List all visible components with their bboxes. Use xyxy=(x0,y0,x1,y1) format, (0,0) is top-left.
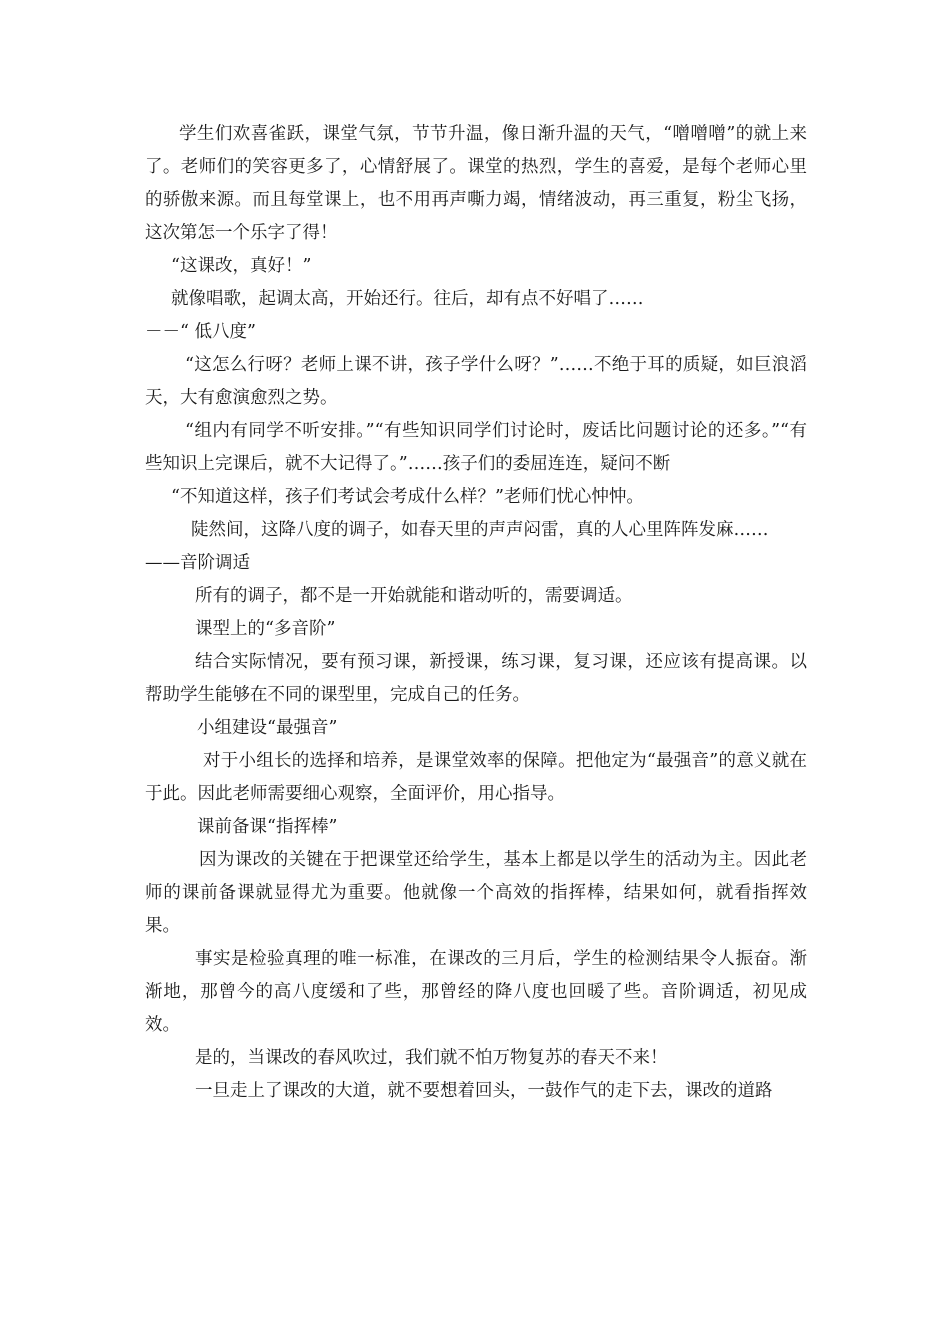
subheading-group-building: 小组建设“最强音” xyxy=(197,718,338,738)
paragraph-8: 所有的调子，都不是一开始就能和谐动听的，需要调适。 xyxy=(195,586,633,606)
paragraph-3: 就像唱歌，起调太高，开始还行。往后，却有点不好唱了…… xyxy=(171,289,644,309)
subheading-lesson-prep: 课前备课“指挥棒” xyxy=(197,817,338,837)
paragraph-14: 一旦走上了课改的大道，就不要想着回头，一鼓作气的走下去，课改的道路 xyxy=(195,1081,773,1101)
paragraph-7: 陡然间，这降八度的调子，如春天里的声声闷雷，真的人心里阵阵发麻…… xyxy=(191,520,769,540)
document-body xyxy=(145,118,807,1108)
subheading-lesson-types: 课型上的“多音阶” xyxy=(195,619,336,639)
paragraph-5: “组内有同学不听安排。”“有些知识同学们讨论时，废话比问题讨论的还多。”“有些知识上完课后，就不大记得了。”……孩子们的委屈连连，疑问不断 xyxy=(145,421,807,474)
paragraph-9: 结合实际情况，要有预习课，新授课，练习课，复习课，还应该有提高课。以帮助学生能够在不同的课型里，完成自己的任务。 xyxy=(145,652,807,705)
section-heading-scale-adjust: ——音阶调适 xyxy=(145,553,250,573)
paragraph-13: 是的，当课改的春风吹过，我们就不怕万物复苏的春天不来！ xyxy=(195,1048,668,1068)
paragraph-4: “这怎么行呀？老师上课不讲，孩子学什么呀？”……不绝于耳的质疑，如巨浪滔天，大有愈演愈烈之势。 xyxy=(145,355,807,408)
paragraph-1: 学生们欢喜雀跃，课堂气氛，节节升温，像日渐升温的天气，“噌噌噌”的就上来了。老师们的笑容更多了，心情舒展了。课堂的热烈，学生的喜爱，是每个老师心里的骄傲来源。而且每堂课上，也不用再声嘶力竭，情绪波动，再三重复，粉尘飞扬，这次第怎一个乐字了得！ xyxy=(145,124,807,243)
paragraph-6: “不知道这样，孩子们考试会考成什么样？”老师们忧心忡忡。 xyxy=(171,487,644,507)
paragraph-10: 对于小组长的选择和培养，是课堂效率的保障。把他定为“最强音”的意义就在于此。因此老师需要细心观察，全面评价，用心指导。 xyxy=(145,751,807,804)
section-heading-low-octave: －－“ 低八度” xyxy=(145,322,256,342)
paragraph-12: 事实是检验真理的唯一标准，在课改的三月后，学生的检测结果令人振奋。渐渐地，那曾今的高八度缓和了些，那曾经的降八度也回暖了些。音阶调适，初见成效。 xyxy=(145,949,807,1035)
paragraph-11: 因为课改的关键在于把课堂还给学生，基本上都是以学生的活动为主。因此老师的课前备课就显得尤为重要。他就像一个高效的指挥棒，结果如何，就看指挥效果。 xyxy=(145,850,807,936)
paragraph-2: “这课改，真好！” xyxy=(171,256,312,276)
